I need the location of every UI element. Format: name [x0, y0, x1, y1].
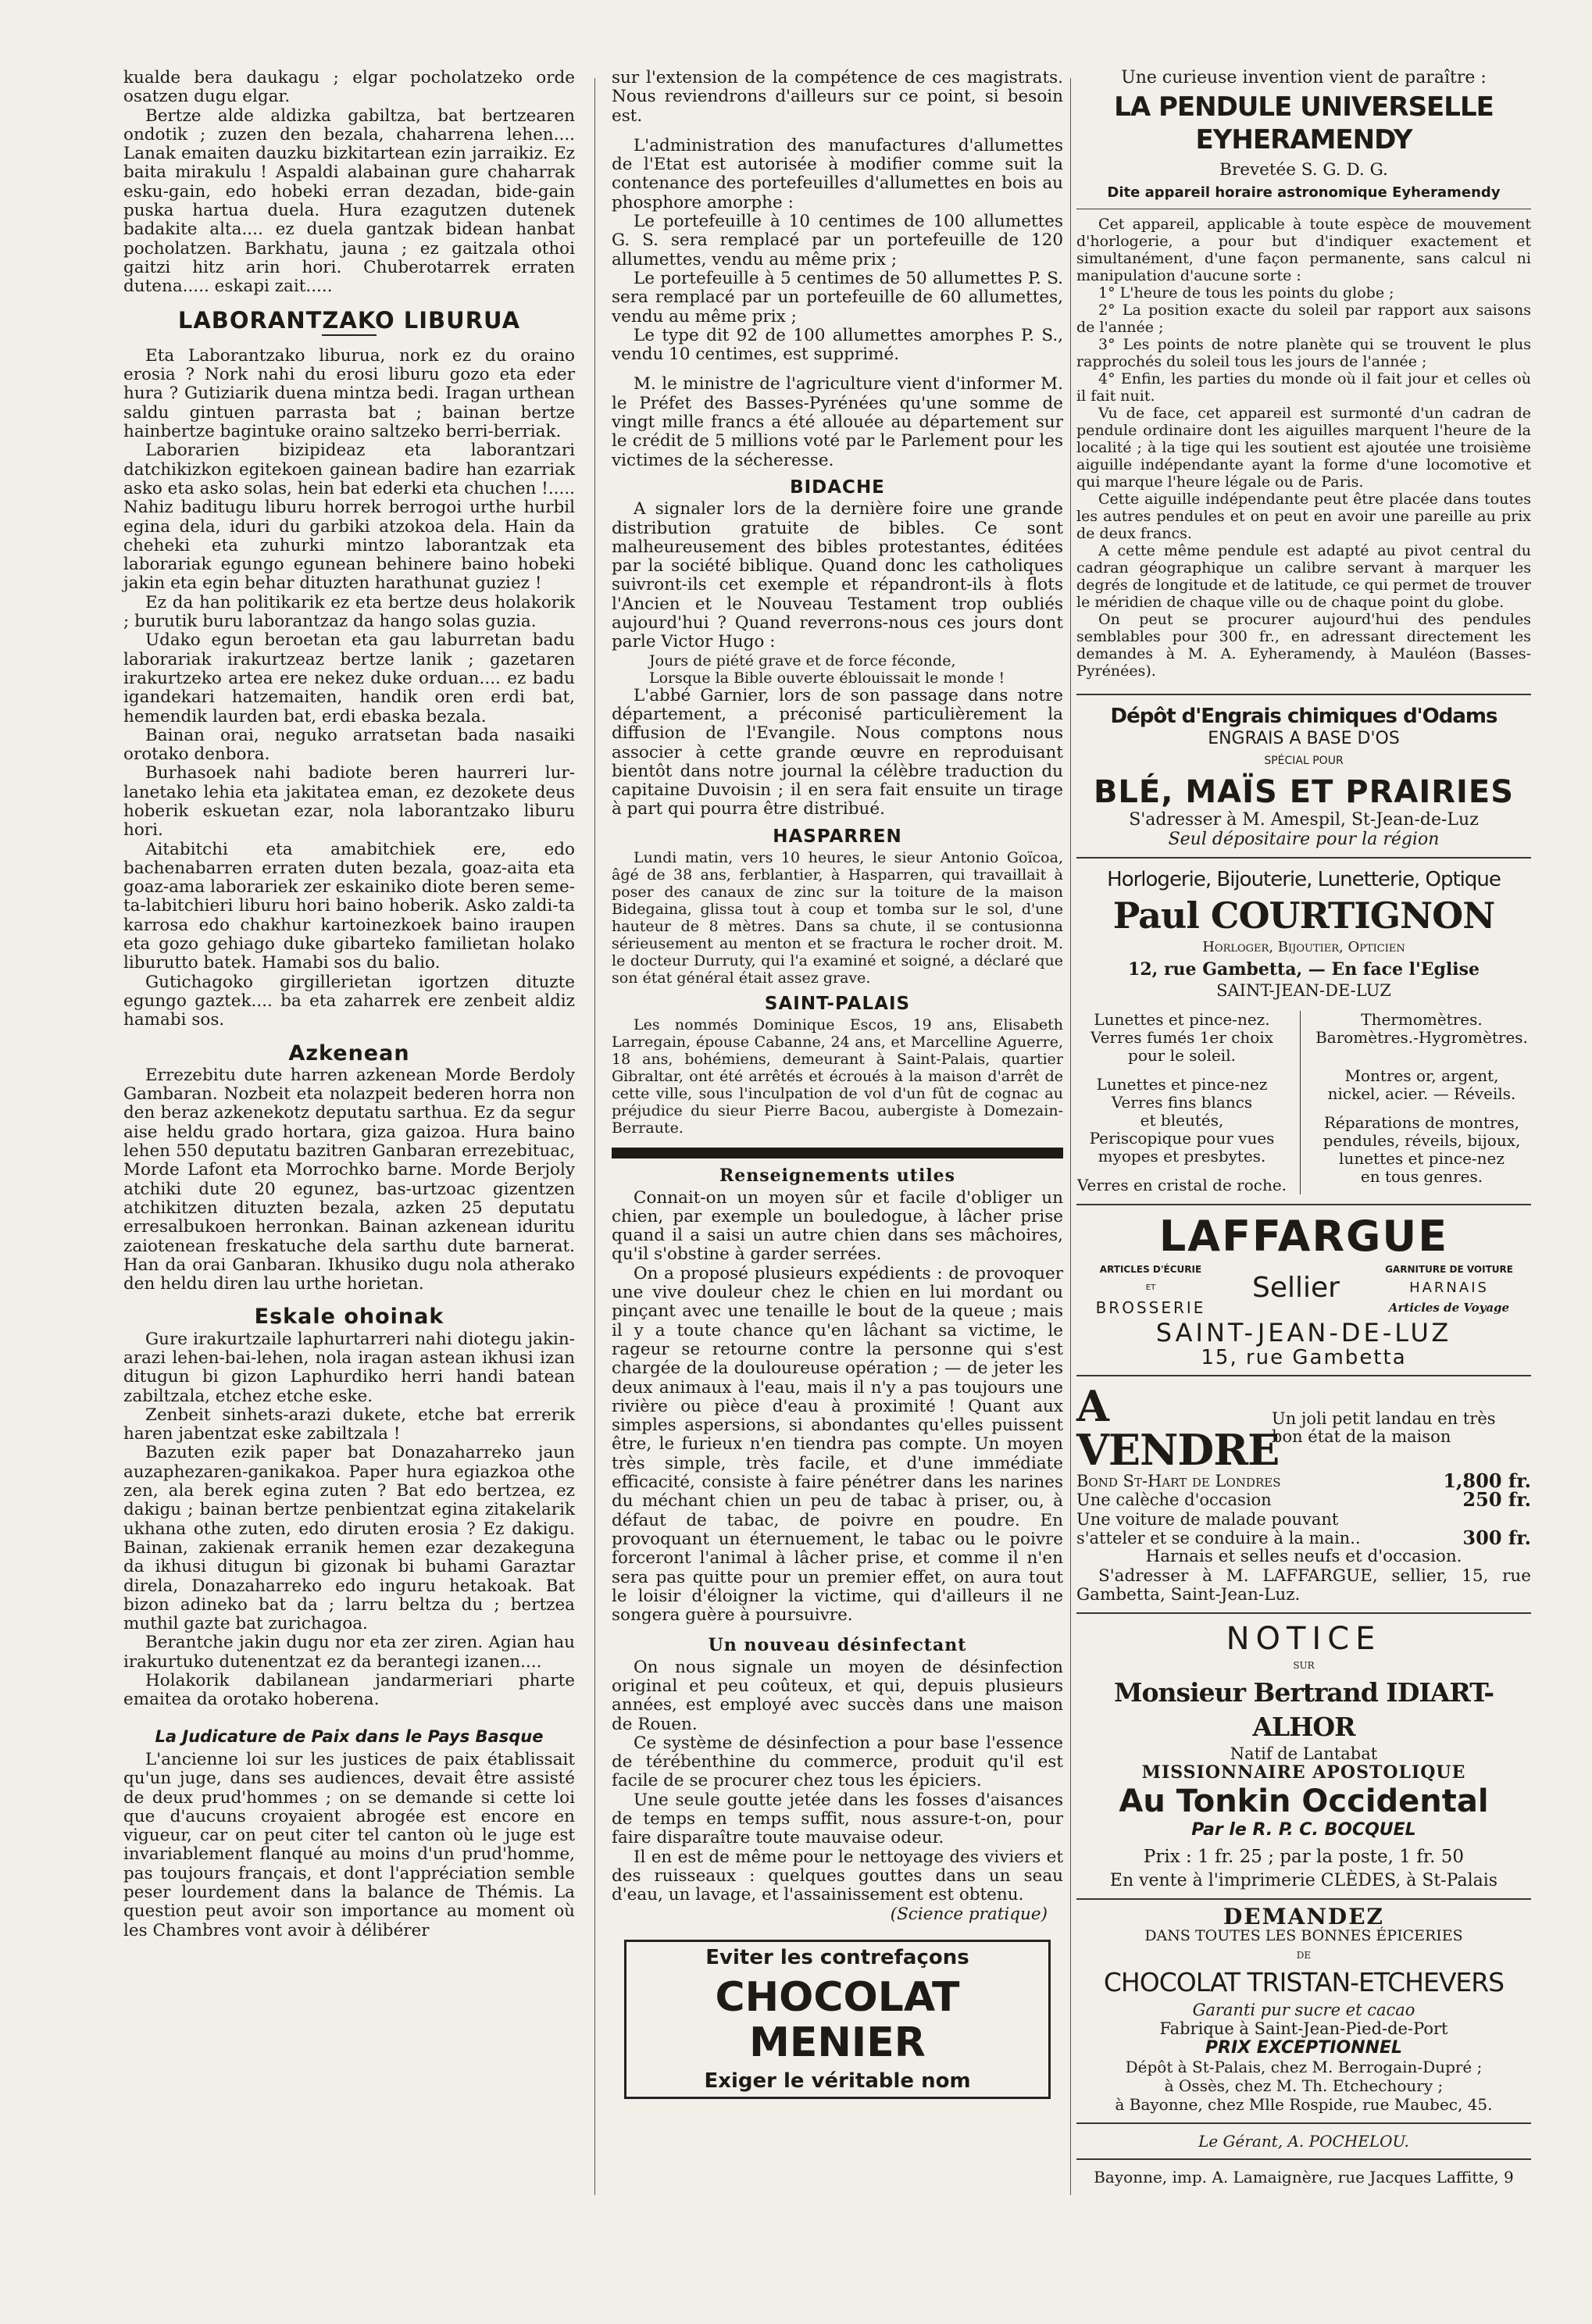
paragraph: L'administration des manufactures d'allumettes de l'Etat est autorisée à modifier comme suit la contenance des portefeuilles d'allumettes en bois au phosphore amorphe :: [612, 135, 1063, 212]
section-title-eskale: Eskale ohoinak: [254, 1305, 444, 1330]
section-title-azkenean: Azkenean: [288, 1041, 410, 1066]
et-line: ET: [1145, 1283, 1156, 1293]
laffargue-city: SAINT-JEAN-DE-LUZ: [1155, 1317, 1452, 1348]
pendule-intro: Une curieuse invention vient de paraître :: [1121, 68, 1487, 87]
epiceries-line: DANS TOUTES LES BONNES ÉPICERIES: [1144, 1927, 1463, 1945]
section-title-judicature: La Judicature de Paix dans le Pays Basque: [155, 1726, 544, 1746]
laffargue-right: [1367, 1260, 1531, 1317]
list-item: myopes et presbytes.: [1098, 1146, 1266, 1166]
vente-line: En vente à l'imprimerie CLÈDES, à St-Palais: [1109, 1870, 1498, 1890]
demandez-title: DEMANDEZ: [1223, 1904, 1384, 1930]
saint-jean-line: SAINT-JEAN-DE-LUZ: [1216, 980, 1391, 1000]
black-band-divider: [612, 1148, 1063, 1158]
laffargue-details: [1076, 1260, 1531, 1317]
sur-line: SUR: [1293, 1660, 1315, 1672]
column-rule: [1070, 78, 1071, 2195]
vendre-price: 1,800 fr.: [1443, 1469, 1531, 1493]
paragraph: Bainan orai, neguko arratsetan bada nasaiki orotako denbora.: [123, 725, 575, 765]
paragraph: Aitabitchi eta amabitchiek ere, edo bachenabarren erraten duten bezala, goaz-aita eta goaz-ama laborariek zer eskainiko diote beren seme-ta-labitchieri liburu hori baino hoberik. Asko zaldi-ta karrosa edo chakhur kartoinezkoek baino iraupen eta gozo gehiago duke gibarteko familietan holako liburutto batek. Hamabi sos du balio.: [123, 839, 575, 973]
ble-mais-prairies: BLÉ, MAÏS ET PRAIRIES: [1093, 774, 1515, 811]
price-line: Prix : 1 fr. 25 ; par la poste, 1 fr. 50: [1143, 1847, 1465, 1868]
paragraph: L'abbé Garnier, lors de son passage dans notre département, a préconisé particulièrement la diffusion de l'Evangile. Nous comptons nous associer à cette grande œuvre en reproduisant bientôt dans notre journal la célèbre traduction du capitaine Duvoisin ; il en sera fait ensuite un tirage à part qui pourra être distribué.: [612, 685, 1063, 819]
tonkin-title: Au Tonkin Occidental: [1119, 1783, 1489, 1820]
paragraph: Bertze alde aldizka gabiltza, bat bertzearen ondotik ; zuzen den bezala, chaharrena lehen.... Lanak emaiten dauzku bizkitartean ezin jarraikiz. Ez baita mirakulu ! Aspaldi alabainan gure chaharrak esku-gain, edo hobeki erran dezadan, bide-gain puska hartua duela. Hura ezagutzen dutenek badakite alta.... ez duela gantzak bidean hanbat pocholatzen. Barkhatu, jauna ; ez gaitzala othoi gaitzi hitz arin hori. Chuberotarrek erraten dutena..... eskapi zait.....: [123, 105, 575, 297]
paragraph: Zenbeit sinhets-arazi dukete, etche bat errerik haren jabentzat eske zabiltzala !: [123, 1405, 575, 1444]
divider: [1076, 1612, 1531, 1614]
laffargue-left: [1076, 1260, 1225, 1317]
paragraph: Ez da han politikarik ez eta bertze deus holakorik ; burutik buru laborantzaz da hango solas guzia.: [123, 592, 575, 632]
paragraph: 3° Les points de notre planète qui se trouvent le plus rapprochés du soleil tous les jours de l'année ;: [1076, 335, 1531, 370]
list-item: et bleutés,: [1140, 1110, 1224, 1130]
special-line: SPÉCIAL POUR: [1264, 755, 1344, 768]
list-item: lunettes et pince-nez: [1339, 1148, 1505, 1168]
paragraph: A signaler lors de la dernière foire une grande distribution gratuite de bibles. Ce sont malheureusement des bibles protestantes, éditées par la société biblique. Quand donc les catholiques suivront-ils cet exemple et répandront-ils à flots l'Ancien et le Nouveau Testament trop oubliés aujourd'hui ? Quand reverrons-nous ces jours dont parle Victor Hugo :: [612, 499, 1063, 652]
list-item: Lunettes et pince-nez.: [1094, 1009, 1270, 1029]
idiart-name: Monsieur Bertrand IDIART-ALHOR: [1113, 1676, 1494, 1742]
paragraph: 2° La position exacte du soleil par rapport aux saisons de l'année ;: [1076, 301, 1531, 336]
voyage-line: Articles de Voyage: [1388, 1300, 1510, 1315]
paragraph: Lundi matin, vers 10 heures, le sieur Antonio Goïcoa, âgé de 38 ans, ferblantier, à Hasparren, qui travaillait à poser des canaux de zinc sur la toiture de la maison Bidegaina, glissa tout à coup et tomba sur le sol, d'une hauteur de 8 mètres. Dans sa chute, il se contusionna sérieusement au menton et se fractura le rocher droit. M. le docteur Durruty, qui l'a examiné et soigné, a déclaré que son état général était assez grave.: [612, 848, 1063, 987]
paragraph: Eta Laborantzako liburua, nork ez du oraino erosia ? Nork nahi du erosi liburu gozo eta eder hura ? Gutiziarik duena mintza bedi. Iragan urthean saldu gintuen parrasta bat ; bainan bertze hainbertze bagintuke oraino saltzeko berri-berriak.: [123, 345, 575, 442]
depot-line: à Ossès, chez M. Th. Etchechoury ;: [1164, 2076, 1444, 2096]
vendre-item: Une calèche d'occasion: [1076, 1490, 1272, 1510]
gambetta-line: 12, rue Gambetta, — En face l'Eglise: [1128, 959, 1480, 980]
paragraph: Il en est de même pour le nettoyage des viviers et des ruisseaux : quelques gouttes dans un seau d'eau, un lavage, et l'assainissement est obtenu.: [612, 1847, 1063, 1905]
depot-line: à Bayonne, chez Mlle Rospide, rue Maubec, 45.: [1115, 2095, 1493, 2115]
vendre-line: Harnais et selles neufs et d'occasion.: [1145, 1547, 1462, 1567]
paragraph: Le portefeuille à 10 centimes de 100 allumettes G. S. sera remplacé par un portefeuille de 120 allumettes, vendu au même prix ;: [612, 212, 1063, 270]
author-line: Par le R. P. C. BOCQUEL: [1191, 1820, 1416, 1840]
list-item: Thermomètres.: [1361, 1009, 1483, 1029]
list-item: Montres or, argent,: [1344, 1066, 1499, 1085]
section-title-laborantzako: LABORANTZAKO LIBURUA: [177, 306, 521, 334]
horloger-line: Horloger, Bijoutier, Opticien: [1202, 939, 1405, 956]
horlogerie-title: Horlogerie, Bijouterie, Lunetterie, Optique: [1107, 868, 1501, 892]
fabrique-line: Fabrique à Saint-Jean-Pied-de-Port: [1159, 2019, 1448, 2039]
prix-exceptionnel: PRIX EXCEPTIONNEL: [1205, 2037, 1403, 2058]
paragraph: Bazuten ezik paper bat Donazaharreko jaun auzaphezaren-ganikakoa. Paper hura egiazkoa othe zen, ala berek egina zuten ? Bat edo bertzea, ez dakigu ; bainan bertze penbientzat egina zitakelarik ukhana othe zuten, edo diruten erosia ? Ez dakigu. Bainan, zakienak erranik hemen ezar dezakeguna da ikhusi ditugun bi gizonak bi buhami Garaztar direla, Donazaharreko edo inguru hetakoak. Bat bizon adineko bat da ; larru beltza du ; bertzea muthil gazte bat zurichagoa.: [123, 1443, 575, 1634]
section-title-renseignements: Renseignements utiles: [719, 1166, 956, 1187]
paragraph: L'ancienne loi sur les justices de paix établissait qu'un juge, dans ses audiences, devait être assisté de deux prud'hommes ; on se demande si cette loi que d'aucuns croyaient abrogée est encore en vigueur, car on peut citer tel canton où le juge est invariablement flanqué au moins d'un prud'homme, pas toujours français, et dont l'appréciation semble peser lourdement dans la balance de Thémis. La question peut avoir son importance au moment où les Chambres vont avoir à délibérer: [123, 1749, 575, 1940]
list-item: Baromètres.-Hygromètres.: [1315, 1027, 1528, 1047]
seul-line: Seul dépositaire pour la région: [1168, 829, 1440, 849]
list-item: Verres en cristal de roche.: [1076, 1175, 1287, 1194]
vendre-item: Une voiture de malade pouvant s'atteler et se conduire à la main..: [1076, 1509, 1361, 1548]
divider: [1076, 1204, 1531, 1205]
a-vendre-title: A VENDRE: [1076, 1381, 1280, 1476]
section-title-bidache: BIDACHE: [790, 477, 885, 498]
vendre-line: S'adresser à M. LAFFARGUE, sellier, 15, rue Gambetta, Saint-Jean-Luz.: [1076, 1565, 1531, 1605]
menier-chocolat: CHOCOLAT: [715, 1974, 960, 2022]
paragraph: Burhasoek nahi badiote beren haurreri lur-lanetako lehia eta jakitatea eman, ez dezokete deus hoberik eskuetan ezar, nola laborantzako liburu hori.: [123, 763, 575, 841]
column-1: [123, 69, 575, 1940]
list-item: pour le soleil.: [1128, 1045, 1236, 1065]
garniture-line: GARNITURE DE VOITURE: [1385, 1263, 1513, 1275]
garanti-line: Garanti pur sucre et cacao: [1192, 2000, 1415, 2019]
list-item: Réparations de montres,: [1323, 1112, 1520, 1132]
source-credit: (Science pratique): [890, 1904, 1048, 1924]
paragraph: Ce système de désinfection a pour base l'essence de térébenthine du commerce, produit qu'il est facile de se procurer chez tous les épiciers.: [612, 1733, 1063, 1791]
vendre-intro: Un joli petit landau en très bon état de la maison: [1272, 1409, 1496, 1447]
paragraph: Gutichagoko girgillerietan igortzen dituzte egungo gaztek.... ba eta zaharrek ere zenbeit aldiz hamabi sos.: [123, 972, 575, 1030]
brevetee-line: Brevetée S. G. D. G.: [1219, 160, 1388, 180]
paragraph: Cette aiguille indépendante peut être placée dans toutes les autres pendules et on peut en avoir une pareille au prix de deux francs.: [1076, 490, 1531, 542]
divider: [1300, 1011, 1301, 1194]
optique-right: [1312, 1011, 1531, 1194]
paragraph: Holakorik dabilanean jandarmeriari pharte emaitea da orotako hoberena.: [123, 1671, 575, 1710]
harnais-line: HARNAIS: [1409, 1280, 1489, 1297]
dite-line: Dite appareil horaire astronomique Eyheramendy: [1107, 184, 1501, 201]
paragraph: On nous signale un moyen de désinfection original et peu coûteux, et qui, depuis plusieurs années, est employé avec succès dans une maison de Rouen.: [612, 1657, 1063, 1734]
depot-title: Dépôt d'Engrais chimiques d'Odams: [1110, 704, 1497, 728]
sellier-label: Sellier: [1252, 1272, 1340, 1305]
paragraph: Laborarien bizipideaz eta laborantzari datchikizkon egitekoen gainean badire han ezarriak asko eta asko solas, hein bat ederki eta chuchen !..... Nahiz baditugu liburu horrek berrogoi urthe hurbil egina dela, iduri du garbiki atzokoa dela. Hain da cheheki eta zuhurki mintzo laborantzak eta laborariak egungo egunean behinere baino hobeki jakin eta egin behar dituzten harathunat guziez !: [123, 441, 575, 594]
vendre-price: 300 fr.: [1462, 1526, 1531, 1550]
engrais-line: ENGRAIS A BASE D'OS: [1208, 728, 1400, 748]
divider: [1076, 857, 1531, 859]
vendre-price: 250 fr.: [1462, 1488, 1531, 1512]
paragraph: Connait-on un moyen sûr et facile d'obliger un chien, par exemple un bouledogue, à lâcher prise quand il a saisi un autre chien dans ses mâchoires, qu'il s'obstine à garder serrées.: [612, 1187, 1063, 1265]
paragraph: Errezebitu dute harren azkenean Morde Berdoly Gambaran. Nozbeit eta nolazpeit bederen horra non den beraz azkenekotz deputatu sarthua. Ez da segur aise heldu grado hortara, giza gaizoa. Hura baino lehen 550 deputatu bazitren Ganbaran errezebituac, Morde Lafont eta Morrochko barne. Morde Berjoly atchiki dute 20 egunez, bas-urtzoac gizentzen atchikitzen dituzten bezala, azken 25 deputatu erresalbukoen herronkan. Bainan azkenean iduritu zaiotenean freskatuche dela sarthu dute barnerat. Han da orai Ganbaran. Ikhusiko dugu nola atherako den heldu diren lau urthe horietan.: [123, 1065, 575, 1294]
paragraph: Udako egun beroetan eta gau laburretan badu laborariak irakurtzeaz bertze lanik ; gazetaren irakurtzeko artea ere nekez duke orduan.... ez badu igandekari hatzemaiten, handik oren erdi bat, hemendik laurden bat, erdi ebaska bezala.: [123, 630, 575, 726]
paragraph: On a proposé plusieurs expédients : de provoquer une vive douleur chez le chien en lui mordant ou pinçant avec une tenaille le bout de la queue ; mais il y a toute chance qu'en lâchant sa victime, le rageur se retourne contre la personne qui s'est chargée de la douloureuse opération ; — de jeter les deux animaux à l'eau, mais il n'y a pas toujours une rivière ou pièce d'eau à proximité ! Quant aux simples aspersions, si abondantes qu'elles puissent être, le furieux n'en tiendra pas compte. Un moyen très simple, très facile, et d'une immédiate efficacité, consiste à faire pénétrer dans les narines du méchant chien un peu de tabac à priser, ou, à défaut de tabac, de poivre en poudre. En provoquant un éternuement, le tabac ou le poivre forceront l'animal à lâcher prise, et comme il n'en sera pas quitte pour un premier effet, on aura tout le loisir d'éloigner la victime, qui d'ailleurs il ne songera guère à poursuivre.: [612, 1263, 1063, 1626]
amespil-line: S'adresser à M. Amespil, St-Jean-de-Luz: [1129, 810, 1479, 830]
de-line: DE: [1296, 1949, 1312, 1961]
imprint-line: Bayonne, imp. A. Lamaignère, rue Jacques Laffitte, 9: [1094, 2167, 1514, 2187]
paragraph: 4° Enfin, les parties du monde où il fait jour et celles où il fait nuit.: [1076, 369, 1531, 405]
brosserie-line: BROSSERIE: [1095, 1298, 1206, 1317]
divider: [1076, 694, 1531, 695]
optique-list: [1076, 1011, 1531, 1194]
verse-line: Jours de piété grave et de force féconde,: [649, 652, 956, 669]
paragraph: Le portefeuille à 5 centimes de 50 allumettes P. S. sera remplacé par un portefeuille de 60 allumettes, vendu au même prix ;: [612, 268, 1063, 327]
list-item: Lunettes et pince-nez: [1096, 1074, 1268, 1094]
column-3: [1076, 69, 1531, 2187]
menier-bottom-line: Exiger le véritable nom: [704, 2069, 971, 2094]
menier-brand: MENIER: [749, 2019, 926, 2067]
optique-left: [1076, 1011, 1287, 1194]
vendre-row: [1076, 1488, 1531, 1512]
menier-top-line: Eviter les contrefaçons: [705, 1945, 969, 1969]
paragraph: sur l'extension de la compétence de ces magistrats. Nous reviendrons d'ailleurs sur ce point, si besoin est.: [612, 68, 1063, 126]
divider: [1076, 1898, 1531, 1900]
column-2: [612, 69, 1063, 2099]
paragraph: Les nommés Dominique Escos, 19 ans, Elisabeth Larregain, épouse Cabanne, 24 ans, et Marcelline Aguerre, 18 ans, bohémiens, demeurant à Saint-Palais, quartier Gibraltar, ont été arrêtés et écroués à la maison d'arrêt de cette ville, sous l'inculpation de vol d'un fût de cognac au préjudice du sieur Pierre Bacou, aubergiste à Domezain-Berraute.: [612, 1016, 1063, 1137]
menier-advertisement: [624, 1940, 1051, 2100]
articles-line: ARTICLES D'ÉCURIE: [1099, 1263, 1202, 1275]
paragraph: A cette même pendule est adapté au pivot central du cadran géographique un calibre servant à marquer les degrés de longitude et de latitude, ce qui permet de trouver le méridien de chaque ville ou de chaque point du globe.: [1076, 541, 1531, 611]
paragraph: M. le ministre de l'agriculture vient d'informer M. le Préfet des Basses-Pyrénées qu'une somme de vingt mille francs a été allouée au département sur le crédit de 5 millions voté par le Parlement pour les victimes de la sécheresse.: [612, 374, 1063, 470]
paragraph: On peut se procurer aujourd'hui des pendules semblables pour 300 fr., en adressant directement les demandes à M. A. Eyheramendy, à Mauléon (Basses-Pyrénées).: [1076, 610, 1531, 680]
vendre-item: Bond St-Hart de Londres: [1076, 1472, 1281, 1491]
section-title-desinfectant: Un nouveau désinfectant: [708, 1635, 967, 1656]
list-item: Verres fumés 1er choix: [1090, 1027, 1273, 1047]
depot-line: Dépôt à St-Palais, chez M. Berrogain-Dupré ;: [1125, 2057, 1483, 2076]
paragraph: Une seule goutte jetée dans les fosses d'aisances de temps en temps suffit, nous assure-t-on, pour faire disparaître toute mauvaise odeur.: [612, 1790, 1063, 1848]
paragraph: Vu de face, cet appareil est surmonté d'un cadran de pendule ordinaire dont les aiguilles marquent l'heure de la localité ; à la tige qui les soutient est ajoutée une troisième aiguille indépendante ayant la forme d'une locomotive et qui marque l'heure légale ou de Paris.: [1076, 404, 1531, 491]
section-title-saint-palais: SAINT-PALAIS: [764, 993, 911, 1014]
paragraph: Cet appareil, applicable à toute espèce de mouvement d'horlogerie, a pour but d'indiquer exactement et simultanément, d'une façon permanente, sans calcul ni manipulation d'aucune sorte :: [1076, 215, 1531, 284]
paragraph: kualde bera daukagu ; elgar pocholatzeko orde osatzen dugu elgar.: [123, 68, 575, 107]
a-vendre-header: [1076, 1381, 1531, 1476]
courtignon-name: Paul COURTIGNON: [1112, 894, 1495, 937]
list-item: en tous genres.: [1360, 1166, 1483, 1186]
verse-line: Lorsque la Bible ouverte éblouissait le monde !: [649, 669, 1005, 687]
gerant-line: Le Gérant, A. POCHELOU.: [1198, 2131, 1409, 2151]
paragraph: Berantche jakin dugu nor eta zer ziren. Agian hau irakurtuko dutenentzat ez da berantegi izanen....: [123, 1633, 575, 1672]
list-item: nickel, acier. — Réveils.: [1327, 1083, 1516, 1103]
list-item: Verres fins blancs: [1111, 1092, 1253, 1112]
divider: [1076, 2158, 1531, 2160]
list-item: pendules, réveils, bijoux,: [1323, 1130, 1521, 1150]
pendule-title: LA PENDULE UNIVERSELLE EYHERAMENDY: [1114, 91, 1494, 156]
natif-line: Natif de Lantabat: [1230, 1744, 1378, 1763]
divider: [1076, 2122, 1531, 2124]
divider: [1076, 1375, 1531, 1376]
divider: [322, 334, 377, 336]
paragraph: 1° L'heure de tous les points du globe ;: [1098, 284, 1394, 302]
tristan-title: CHOCOLAT TRISTAN-ETCHEVERS: [1103, 1966, 1505, 1997]
vendre-row: [1076, 1510, 1531, 1548]
paragraph: Gure irakurtzaile laphurtarreri nahi diotegu jakin-arazi lehen-bai-lehen, nola iragan astean ikhusi izan ditugun bi gizon Laphurdiko herri handi batean zabiltzala, etchez etche eske.: [123, 1329, 575, 1406]
list-item: Periscopique pour vues: [1089, 1128, 1275, 1148]
column-rule: [594, 78, 595, 2195]
missionnaire-line: MISSIONNAIRE APOSTOLIQUE: [1141, 1762, 1466, 1783]
paragraph: Le type dit 92 de 100 allumettes amorphes P. S., vendu 10 centimes, est supprimé.: [612, 325, 1063, 365]
laffargue-name: LAFFARGUE: [1158, 1211, 1449, 1261]
notice-title: NOTICE: [1226, 1621, 1382, 1658]
section-title-hasparren: HASPARREN: [773, 826, 902, 847]
laffargue-address: 15, rue Gambetta: [1201, 1345, 1407, 1369]
